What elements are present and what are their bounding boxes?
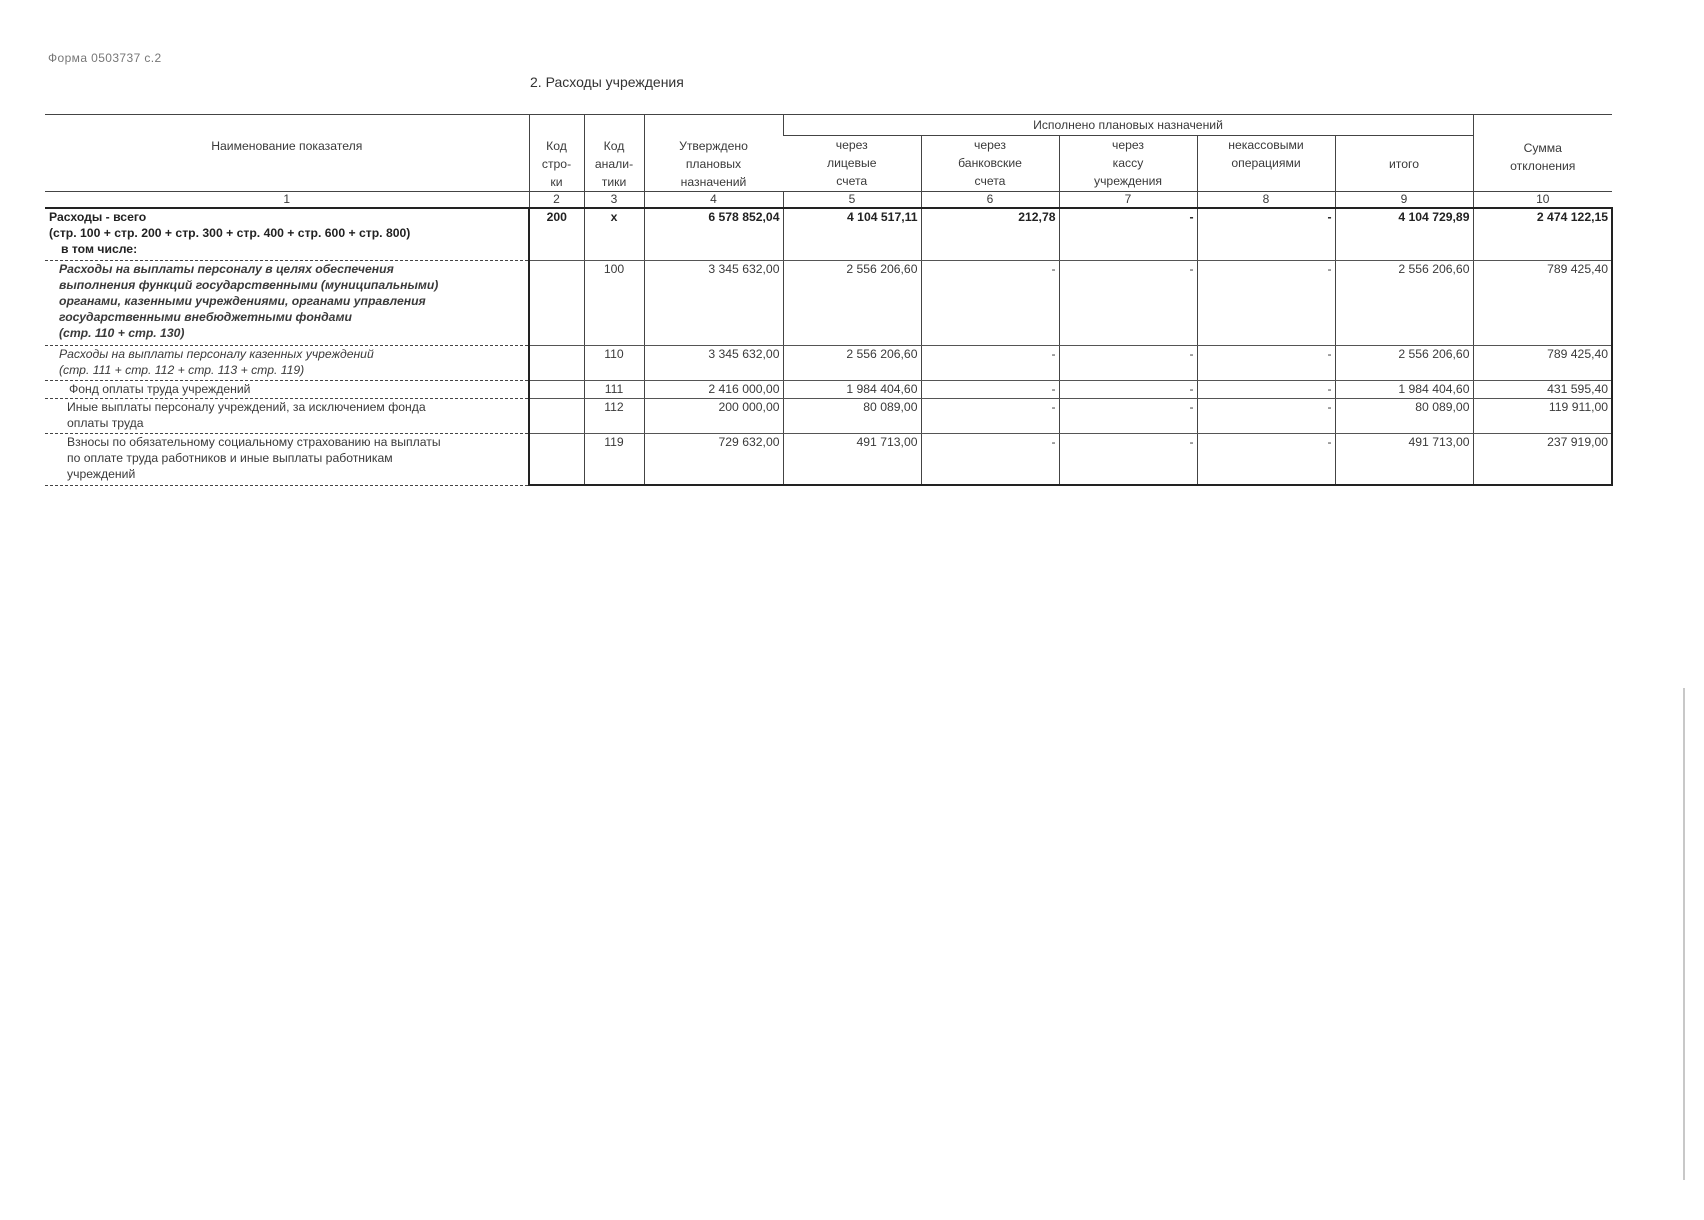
approved-cell: 3 345 632,00 — [644, 260, 783, 345]
total-cell: 2 556 206,60 — [1335, 345, 1473, 380]
analytic-code-cell: 100 — [584, 260, 644, 345]
total-cell: 2 556 206,60 — [1335, 260, 1473, 345]
header-noncash: некассовыми операциями — [1197, 136, 1335, 192]
col-number: 1 — [45, 192, 529, 209]
row-name: Расходы на выплаты персоналу в целях обеспечения выполнения функций государственными (муниципальными) органами, казенными учреждениями, органами управления государственными внебюджетными фондами (стр. 110 + стр. 130) — [45, 260, 529, 345]
header-via-personal: через лицевые счета — [783, 136, 921, 192]
line-code-cell — [529, 380, 584, 398]
line-code-cell — [529, 345, 584, 380]
total-cell: 80 089,00 — [1335, 398, 1473, 433]
approved-cell: 2 416 000,00 — [644, 380, 783, 398]
row-name: Иные выплаты персоналу учреждений, за исключением фонда оплаты труда — [45, 398, 529, 433]
col-number: 2 — [529, 192, 584, 209]
via-personal-cell: 80 089,00 — [783, 398, 921, 433]
via-bank-cell: - — [921, 380, 1059, 398]
via-personal-cell: 4 104 517,11 — [783, 208, 921, 260]
approved-cell: 3 345 632,00 — [644, 345, 783, 380]
deviation-cell: 237 919,00 — [1473, 433, 1612, 485]
line-code-cell: 200 — [529, 208, 584, 260]
via-bank-cell: - — [921, 398, 1059, 433]
section-title: 2. Расходы учреждения — [530, 74, 684, 90]
via-personal-cell: 491 713,00 — [783, 433, 921, 485]
header-via-cash: через кассу учреждения — [1059, 136, 1197, 192]
header-line-code: Код стро- ки — [529, 115, 584, 192]
col-number: 7 — [1059, 192, 1197, 209]
row-name: Расходы - всего (стр. 100 + стр. 200 + стр. 300 + стр. 400 + стр. 600 + стр. 800) в том числе: — [45, 208, 529, 260]
analytic-code-cell: x — [584, 208, 644, 260]
deviation-cell: 789 425,40 — [1473, 260, 1612, 345]
header-row-1 — [45, 115, 1612, 136]
noncash-cell: - — [1197, 208, 1335, 260]
line-code-cell — [529, 433, 584, 485]
via-bank-cell: - — [921, 260, 1059, 345]
col-number: 9 — [1335, 192, 1473, 209]
noncash-cell: - — [1197, 398, 1335, 433]
scan-artifact-line — [1683, 688, 1685, 1180]
via-cash-cell: - — [1059, 260, 1197, 345]
table-row — [45, 433, 1612, 485]
deviation-cell: 789 425,40 — [1473, 345, 1612, 380]
table-row — [45, 345, 1612, 380]
via-personal-cell: 2 556 206,60 — [783, 260, 921, 345]
noncash-cell: - — [1197, 260, 1335, 345]
approved-cell: 6 578 852,04 — [644, 208, 783, 260]
noncash-cell: - — [1197, 380, 1335, 398]
table-row — [45, 208, 1612, 260]
total-cell: 491 713,00 — [1335, 433, 1473, 485]
via-bank-cell: - — [921, 433, 1059, 485]
deviation-cell: 2 474 122,15 — [1473, 208, 1612, 260]
expenses-table — [45, 114, 1613, 486]
via-personal-cell: 1 984 404,60 — [783, 380, 921, 398]
via-personal-cell: 2 556 206,60 — [783, 345, 921, 380]
via-bank-cell: 212,78 — [921, 208, 1059, 260]
table-row — [45, 260, 1612, 345]
header-total: итого — [1335, 136, 1473, 192]
table-row — [45, 380, 1612, 398]
noncash-cell: - — [1197, 345, 1335, 380]
col-number: 6 — [921, 192, 1059, 209]
deviation-cell: 119 911,00 — [1473, 398, 1612, 433]
via-cash-cell: - — [1059, 208, 1197, 260]
table-row — [45, 398, 1612, 433]
header-approved: Утверждено плановых назначений — [644, 115, 783, 192]
deviation-cell: 431 595,40 — [1473, 380, 1612, 398]
line-code-cell — [529, 398, 584, 433]
approved-cell: 729 632,00 — [644, 433, 783, 485]
row-name: Фонд оплаты труда учреждений — [45, 380, 529, 398]
via-cash-cell: - — [1059, 380, 1197, 398]
header-deviation: Сумма отклонения — [1473, 115, 1612, 192]
total-cell: 4 104 729,89 — [1335, 208, 1473, 260]
header-executed-group: Исполнено плановых назначений — [783, 115, 1473, 136]
via-cash-cell: - — [1059, 345, 1197, 380]
approved-cell: 200 000,00 — [644, 398, 783, 433]
col-number: 5 — [783, 192, 921, 209]
line-code-cell — [529, 260, 584, 345]
col-number: 4 — [644, 192, 783, 209]
header-via-bank: через банковские счета — [921, 136, 1059, 192]
header-name: Наименование показателя — [45, 115, 529, 192]
via-cash-cell: - — [1059, 398, 1197, 433]
col-number: 10 — [1473, 192, 1612, 209]
noncash-cell: - — [1197, 433, 1335, 485]
header-analytic-code: Код анали- тики — [584, 115, 644, 192]
via-cash-cell: - — [1059, 433, 1197, 485]
analytic-code-cell: 110 — [584, 345, 644, 380]
row-name: Взносы по обязательному социальному страхованию на выплаты по оплате труда работников и иные выплаты работникам учреждений — [45, 433, 529, 485]
via-bank-cell: - — [921, 345, 1059, 380]
col-number: 3 — [584, 192, 644, 209]
column-number-row — [45, 192, 1612, 209]
col-number: 8 — [1197, 192, 1335, 209]
analytic-code-cell: 112 — [584, 398, 644, 433]
form-code: Форма 0503737 с.2 — [48, 51, 162, 65]
total-cell: 1 984 404,60 — [1335, 380, 1473, 398]
analytic-code-cell: 111 — [584, 380, 644, 398]
row-name: Расходы на выплаты персоналу казенных учреждений (стр. 111 + стр. 112 + стр. 113 + стр. 119) — [45, 345, 529, 380]
analytic-code-cell: 119 — [584, 433, 644, 485]
